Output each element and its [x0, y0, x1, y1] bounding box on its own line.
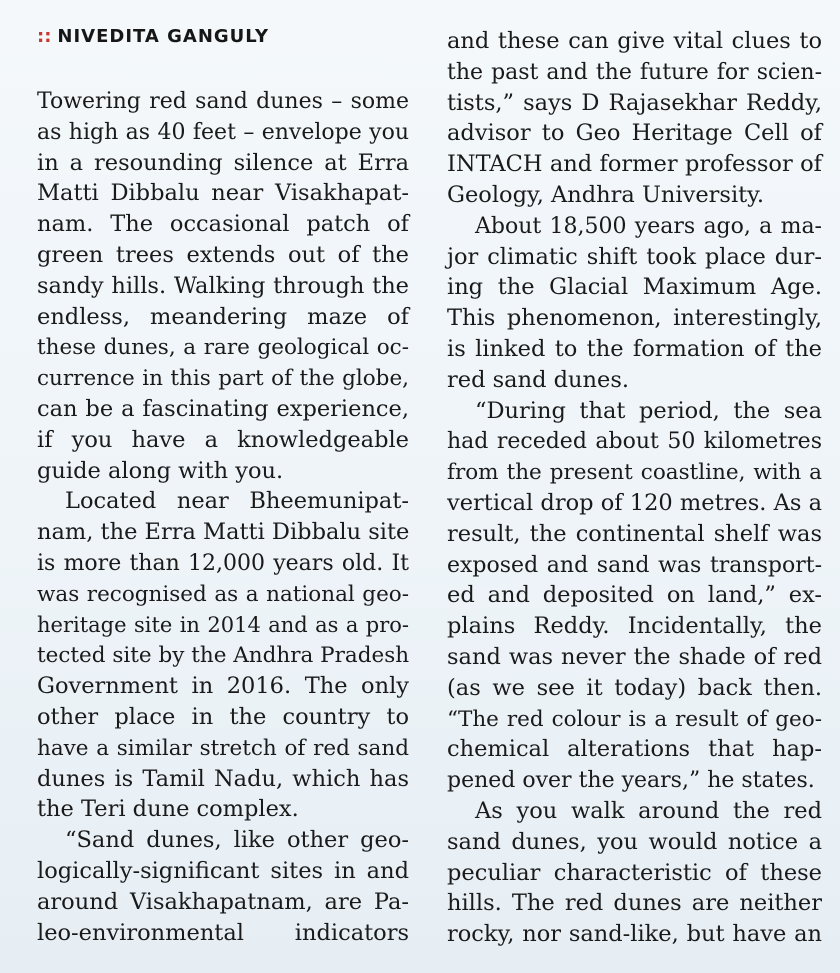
- article-text-line: Located near Bheemunipat-: [65, 488, 409, 515]
- article-text-line: Geology, Andhra University.: [447, 182, 765, 208]
- article-text-line: jor climatic shift took place dur-: [447, 243, 822, 270]
- article-text-line: endless, meandering maze of: [37, 303, 409, 330]
- article-text-line: had receded about 50 kilometres: [447, 429, 822, 455]
- article-text-line: nam, the Erra Matti Dibbalu site: [37, 519, 410, 546]
- article-text-line: “Sand dunes, like other geo-: [65, 827, 409, 854]
- article-text-line: INTACH and former professor of: [447, 151, 822, 178]
- article-text-line: in a resounding silence at Erra: [37, 149, 409, 176]
- article-text-line: leo-environmental indicators: [37, 919, 409, 946]
- article-text-line: red sand dunes.: [447, 366, 630, 393]
- article-text-line: sand dunes, you would notice a: [447, 828, 822, 855]
- article-text-line: nam. The occasional patch of: [37, 211, 409, 238]
- byline: [37, 26, 269, 47]
- article-text-line: peculiar characteristic of these: [447, 859, 822, 886]
- article-text-line: guide along with you.: [37, 457, 284, 484]
- article-text-line: vertical drop of 120 metres. As a: [447, 490, 822, 516]
- article-text-line: is more than 12,000 years old. It: [37, 551, 409, 576]
- article-text-line: ed and deposited on land,” ex-: [447, 582, 822, 609]
- article-text-line: Matti Dibbalu near Visakhapat-: [37, 180, 409, 207]
- article-text-line: is linked to the formation of the: [447, 336, 822, 362]
- article-text-line: tists,” says D Rajasekhar Reddy,: [447, 89, 822, 116]
- article-text-line: around Visakhapatnam, are Pa-: [37, 888, 409, 915]
- article-text-line: As you walk around the red: [475, 798, 822, 824]
- article-text-line: can be a fascinating experience,: [37, 396, 409, 422]
- article-text-line: as high as 40 feet – envelope you: [37, 119, 409, 145]
- article-text-line: ing the Glacial Maximum Age.: [447, 274, 822, 301]
- article-text-line: hills. The red dunes are neither: [447, 890, 822, 917]
- article-text-line: (as we see it today) back then.: [447, 674, 822, 701]
- article-text-line: “During that period, the sea: [475, 397, 822, 424]
- article-text-line: currence in this part of the globe,: [37, 366, 409, 392]
- article-text-line: from the present coastline, with a: [447, 460, 822, 486]
- article-text-line: plains Reddy. Incidentally, the: [447, 613, 822, 640]
- article-text-line: result, the continental shelf was: [447, 520, 822, 547]
- article-text-line: sand was never the shade of red: [447, 644, 822, 670]
- article-text-line: dunes is Tamil Nadu, which has: [37, 765, 409, 792]
- article-text-line: “The red colour is a result of geo-: [447, 706, 822, 732]
- article-text-line: Towering red sand dunes – some: [37, 89, 409, 114]
- article-text-line: have a similar stretch of red sand: [37, 735, 409, 761]
- article-text-line: Government in 2016. The only: [37, 673, 409, 700]
- article-text-line: chemical alterations that hap-: [447, 736, 822, 763]
- article-text-line: if you have a knowledgeable: [37, 426, 409, 453]
- article-text-line: was recognised as a national geo-: [37, 581, 409, 607]
- article-text-line: About 18,500 years ago, a ma-: [475, 213, 822, 239]
- article-text-line: the past and the future for scien-: [447, 59, 822, 85]
- article-text-line: rocky, nor sand-like, but have an: [447, 921, 822, 948]
- article-text-line: heritage site in 2014 and as a pro-: [37, 612, 409, 637]
- byline-marks: ::: [37, 26, 52, 47]
- article-text-line: This phenomenon, interestingly,: [447, 305, 822, 332]
- article-text-line: and these can give vital clues to: [447, 28, 822, 54]
- article-text-line: these dunes, a rare geological oc-: [37, 335, 409, 361]
- article-text-line: sandy hills. Walking through the: [37, 272, 409, 299]
- article-text-line: green trees extends out of the: [37, 242, 409, 268]
- article-text-line: advisor to Geo Heritage Cell of: [447, 120, 822, 147]
- article-text-line: other place in the country to: [37, 704, 409, 730]
- article-text-line: logically-significant sites in and: [37, 858, 409, 884]
- article-text-line: tected site by the Andhra Pradesh: [37, 643, 410, 669]
- byline-author: NIVEDITA GANGULY: [57, 26, 269, 47]
- article-text-line: pened over the years,” he states.: [447, 768, 815, 794]
- article-text-line: exposed and sand was transport-: [447, 552, 822, 578]
- article-text-line: the Teri dune complex.: [37, 796, 299, 823]
